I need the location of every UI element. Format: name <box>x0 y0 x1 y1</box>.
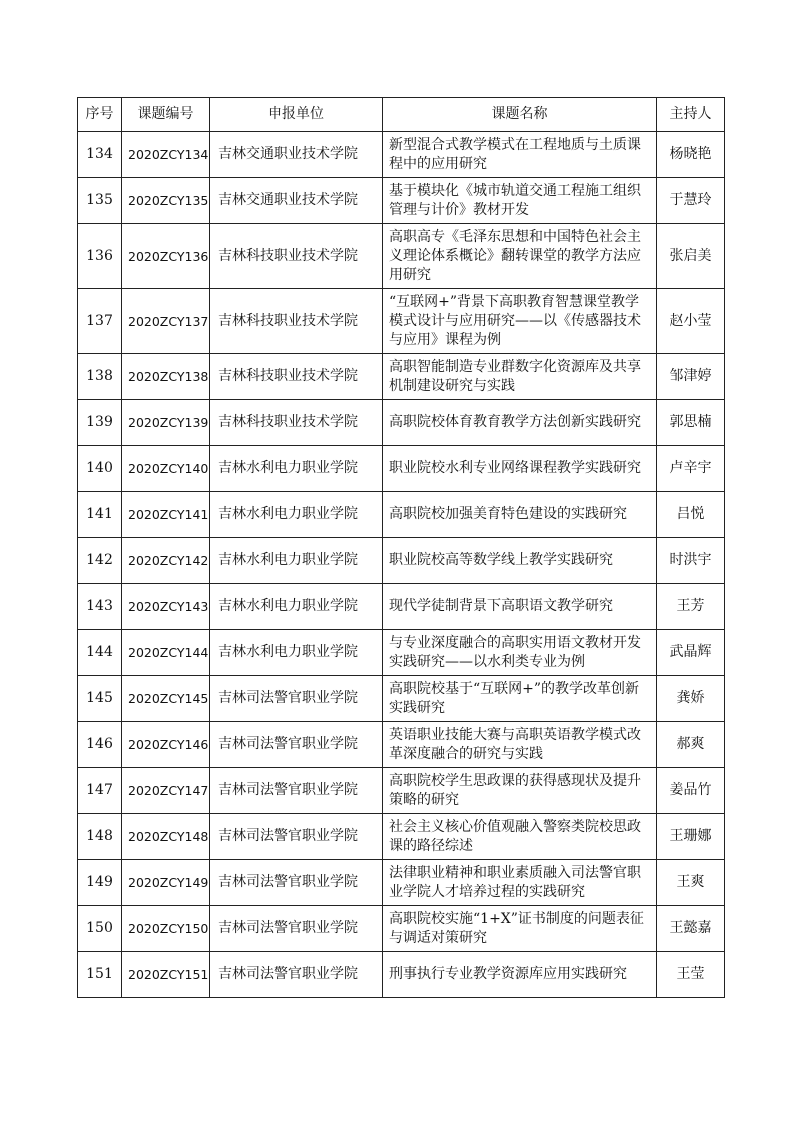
row-number: 149 <box>78 860 122 906</box>
host-name: 王懿嘉 <box>657 906 725 952</box>
project-title: 社会主义核心价值观融入警察类院校思政课的路径综述 <box>383 814 657 860</box>
project-title: 高职院校体育教育教学方法创新实践研究 <box>383 400 657 446</box>
row-number: 142 <box>78 538 122 584</box>
table-row <box>78 446 725 492</box>
host-name: 杨晓艳 <box>657 132 725 178</box>
project-title: 法律职业精神和职业素质融入司法警官职业学院人才培养过程的实践研究 <box>383 860 657 906</box>
applicant-unit: 吉林水利电力职业学院 <box>210 446 383 492</box>
project-title: 新型混合式教学模式在工程地质与土质课程中的应用研究 <box>383 132 657 178</box>
row-number: 138 <box>78 354 122 400</box>
table-header-row <box>78 98 725 132</box>
project-code: 2020ZCY138 <box>122 354 210 400</box>
applicant-unit: 吉林交通职业技术学院 <box>210 178 383 224</box>
host-name: 张启美 <box>657 224 725 289</box>
host-name: 姜品竹 <box>657 768 725 814</box>
project-code: 2020ZCY148 <box>122 814 210 860</box>
table-row <box>78 722 725 768</box>
project-title: 英语职业技能大赛与高职英语教学模式改革深度融合的研究与实践 <box>383 722 657 768</box>
project-code: 2020ZCY150 <box>122 906 210 952</box>
project-title: 与专业深度融合的高职实用语文教材开发实践研究——以水利类专业为例 <box>383 630 657 676</box>
table-row <box>78 814 725 860</box>
project-code: 2020ZCY142 <box>122 538 210 584</box>
host-name: 武晶辉 <box>657 630 725 676</box>
project-title: 刑事执行专业教学资源库应用实践研究 <box>383 952 657 998</box>
project-title: “互联网+”背景下高职教育智慧课堂教学模式设计与应用研究——以《传感器技术与应用》课程为例 <box>383 289 657 354</box>
row-number: 134 <box>78 132 122 178</box>
project-title: 职业院校高等数学线上教学实践研究 <box>383 538 657 584</box>
project-code: 2020ZCY141 <box>122 492 210 538</box>
table-row <box>78 178 725 224</box>
project-title: 高职院校基于“互联网+”的教学改革创新实践研究 <box>383 676 657 722</box>
table-row <box>78 860 725 906</box>
host-name: 郭思楠 <box>657 400 725 446</box>
applicant-unit: 吉林司法警官职业学院 <box>210 676 383 722</box>
applicant-unit: 吉林司法警官职业学院 <box>210 814 383 860</box>
header-code: 课题编号 <box>122 98 210 132</box>
project-title: 高职高专《毛泽东思想和中国特色社会主义理论体系概论》翻转课堂的教学方法应用研究 <box>383 224 657 289</box>
table-row <box>78 676 725 722</box>
host-name: 王莹 <box>657 952 725 998</box>
header-host: 主持人 <box>657 98 725 132</box>
applicant-unit: 吉林司法警官职业学院 <box>210 722 383 768</box>
project-title: 职业院校水利专业网络课程教学实践研究 <box>383 446 657 492</box>
applicant-unit: 吉林科技职业技术学院 <box>210 224 383 289</box>
project-title: 高职院校学生思政课的获得感现状及提升策略的研究 <box>383 768 657 814</box>
applicant-unit: 吉林科技职业技术学院 <box>210 289 383 354</box>
project-code: 2020ZCY147 <box>122 768 210 814</box>
project-code: 2020ZCY139 <box>122 400 210 446</box>
applicant-unit: 吉林司法警官职业学院 <box>210 952 383 998</box>
table-row <box>78 906 725 952</box>
project-code: 2020ZCY136 <box>122 224 210 289</box>
project-code: 2020ZCY144 <box>122 630 210 676</box>
project-code: 2020ZCY134 <box>122 132 210 178</box>
row-number: 137 <box>78 289 122 354</box>
row-number: 145 <box>78 676 122 722</box>
host-name: 郝爽 <box>657 722 725 768</box>
row-number: 148 <box>78 814 122 860</box>
row-number: 150 <box>78 906 122 952</box>
applicant-unit: 吉林水利电力职业学院 <box>210 492 383 538</box>
table-row <box>78 400 725 446</box>
header-title: 课题名称 <box>383 98 657 132</box>
row-number: 146 <box>78 722 122 768</box>
row-number: 144 <box>78 630 122 676</box>
project-code: 2020ZCY145 <box>122 676 210 722</box>
project-code: 2020ZCY140 <box>122 446 210 492</box>
row-number: 143 <box>78 584 122 630</box>
row-number: 147 <box>78 768 122 814</box>
applicant-unit: 吉林科技职业技术学院 <box>210 354 383 400</box>
applicant-unit: 吉林水利电力职业学院 <box>210 630 383 676</box>
project-title: 高职院校加强美育特色建设的实践研究 <box>383 492 657 538</box>
project-code: 2020ZCY149 <box>122 860 210 906</box>
host-name: 邹津婷 <box>657 354 725 400</box>
row-number: 136 <box>78 224 122 289</box>
host-name: 赵小莹 <box>657 289 725 354</box>
project-code: 2020ZCY146 <box>122 722 210 768</box>
table-body <box>78 132 725 998</box>
table-row <box>78 952 725 998</box>
project-table <box>77 97 725 998</box>
applicant-unit: 吉林水利电力职业学院 <box>210 538 383 584</box>
host-name: 时洪宇 <box>657 538 725 584</box>
host-name: 王爽 <box>657 860 725 906</box>
applicant-unit: 吉林交通职业技术学院 <box>210 132 383 178</box>
applicant-unit: 吉林司法警官职业学院 <box>210 906 383 952</box>
applicant-unit: 吉林司法警官职业学院 <box>210 768 383 814</box>
table-row <box>78 630 725 676</box>
row-number: 141 <box>78 492 122 538</box>
project-title: 高职智能制造专业群数字化资源库及共享机制建设研究与实践 <box>383 354 657 400</box>
table-row <box>78 224 725 289</box>
project-code: 2020ZCY151 <box>122 952 210 998</box>
table-row <box>78 768 725 814</box>
host-name: 吕悦 <box>657 492 725 538</box>
applicant-unit: 吉林司法警官职业学院 <box>210 860 383 906</box>
project-code: 2020ZCY135 <box>122 178 210 224</box>
project-code: 2020ZCY143 <box>122 584 210 630</box>
project-title: 高职院校实施“1+X”证书制度的问题表征与调适对策研究 <box>383 906 657 952</box>
applicant-unit: 吉林科技职业技术学院 <box>210 400 383 446</box>
project-list-sheet <box>77 97 725 998</box>
header-no: 序号 <box>78 98 122 132</box>
host-name: 王珊娜 <box>657 814 725 860</box>
host-name: 王芳 <box>657 584 725 630</box>
table-row <box>78 538 725 584</box>
row-number: 139 <box>78 400 122 446</box>
host-name: 龚娇 <box>657 676 725 722</box>
project-code: 2020ZCY137 <box>122 289 210 354</box>
table-row <box>78 354 725 400</box>
project-title: 基于模块化《城市轨道交通工程施工组织管理与计价》教材开发 <box>383 178 657 224</box>
table-row <box>78 289 725 354</box>
header-unit: 申报单位 <box>210 98 383 132</box>
host-name: 于慧玲 <box>657 178 725 224</box>
row-number: 140 <box>78 446 122 492</box>
table-row <box>78 584 725 630</box>
row-number: 135 <box>78 178 122 224</box>
table-row <box>78 492 725 538</box>
host-name: 卢辛宇 <box>657 446 725 492</box>
row-number: 151 <box>78 952 122 998</box>
applicant-unit: 吉林水利电力职业学院 <box>210 584 383 630</box>
table-row <box>78 132 725 178</box>
project-title: 现代学徒制背景下高职语文教学研究 <box>383 584 657 630</box>
